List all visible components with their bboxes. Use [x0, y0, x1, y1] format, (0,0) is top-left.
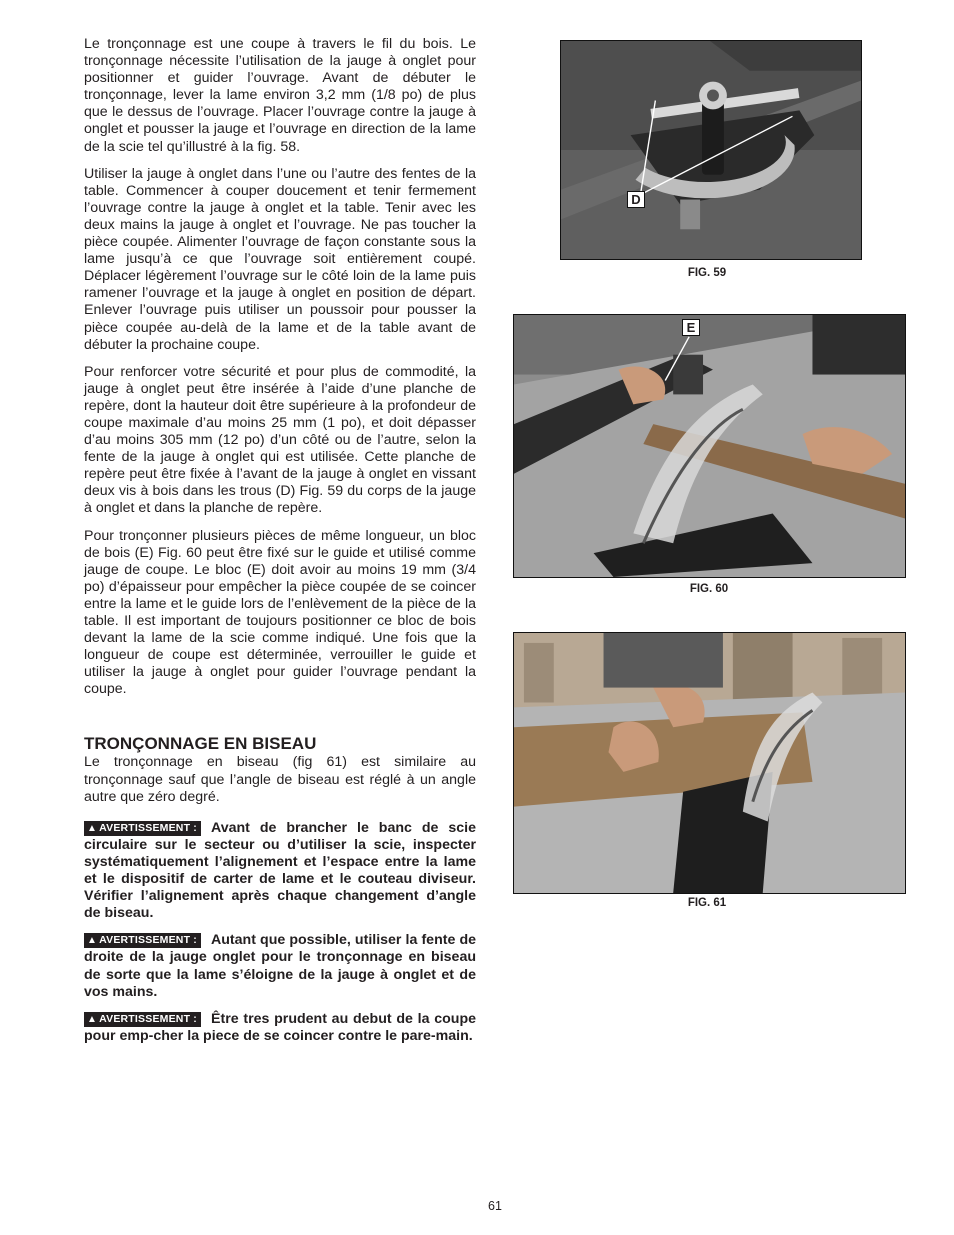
text-column: [84, 36, 476, 1055]
figure-59-callout-d: D: [627, 191, 645, 208]
section-intro: Le tronçonnage en biseau (fig 61) est similaire au tronçonnage sauf que l’angle de biseau est réglé à un angle autre que zéro degré.: [84, 754, 476, 805]
paragraph-miter-gauge-use: Utiliser la jauge à onglet dans l’une ou l’autre des fentes de la table. Commencer à couper doucement et tenir fermement l’ouvrage contre la jauge à onglet et la table. Tenir avec les deux mains la jauge à onglet et l’ouvrage. Ne pas toucher la pièce coupée. Alimenter l’ouvrage de façon constante sous la lame jusqu’à ce que l’ouvrage soit entièrement coupé. Déplacer légèrement l’ouvrage sur le côté loin de la lame puis ramener l’ouvrage et la jauge à onglet en position de départ. Enlever l’ouvrage puis utiliser un poussoir pour pousser la pièce coupée au-delà de la lame et de la table avant de débuter la prochaine coupe.: [84, 165, 476, 353]
figure-61-photo: [513, 632, 906, 894]
figure-59-photo: [560, 40, 862, 260]
figure-60-caption: FIG. 60: [689, 583, 729, 595]
warning-1: [84, 820, 476, 923]
warning-2-text: Autant que possible, utiliser la fente de droite de la jauge onglet pour le tronçonnage en biseau de sorte que la lame s’éloigne de la jauge à onglet et de vos mains.: [84, 932, 476, 1000]
warning-1-text: Avant de brancher le banc de scie circulaire sur le secteur ou d’utiliser la scie, inspecter systématiquement l’alignement et l’espace entre la lame et le dispositif de carter de lame et le couteau diviseur. Vérifier l’alignement après chaque changement d’angle de biseau.: [84, 819, 476, 922]
paragraph-crosscut-intro: Le tronçonnage est une coupe à travers le fil du bois. Le tronçonnage nécessite l’utilisation de la jauge à onglet pour positionner et guider l’ouvrage. Avant de débuter le tronçonnage, lever la lame environ 3,2 mm (1/8 po) de plus que le dessus de l’ouvrage. Placer l’ouvrage contre la jauge à onglet et pousser la jauge et l’ouvrage en direction de la lame de la scie tel qu’illustré à la fig. 58.: [84, 36, 476, 155]
figure-60-callout-e: E: [682, 319, 700, 336]
paragraph-stop-block: Pour tronçonner plusieurs pièces de même longueur, un bloc de bois (E) Fig. 60 peut être fixé sur le guide et utilisé comme jauge de coupe. Le bloc (E) doit avoir au moins 19 mm (3/4 po) d’épaisseur pour empêcher la pièce coupée de se coincer entre la lame et le guide lors de l’enlèvement de la pièce de la table. Il est important de toujours positionner ce bloc de bois devant la lame de la scie comme indiqué. Une fois que la longueur de coupe est déterminée, verrouiller le guide et utiliser la jauge à onglet pour guider l’ouvrage pendant la coupe.: [84, 527, 476, 698]
warning-triangle-icon: ▲: [87, 1013, 98, 1025]
figure-61-caption: FIG. 61: [687, 897, 727, 909]
warning-2: [84, 932, 476, 1000]
section-title: TRONÇONNAGE EN BISEAU: [84, 734, 317, 754]
warning-triangle-icon: ▲: [87, 822, 98, 834]
warning-badge: ▲ AVERTISSEMENT :: [84, 933, 201, 948]
figure-59-caption: FIG. 59: [687, 267, 727, 279]
warning-3-text: Être tres prudent au debut de la coupe pour emp-cher la piece de se coincer contre le pare-main.: [84, 1010, 476, 1044]
page-number: 61: [488, 1199, 502, 1213]
warning-3: [84, 1011, 476, 1045]
warning-triangle-icon: ▲: [87, 935, 98, 947]
paragraph-auxiliary-fence: Pour renforcer votre sécurité et pour plus de commodité, la jauge à onglet peut être insérée à l’aide d’une planche de repère, dont la hauteur doit être supérieure à la profondeur de coupe maximale d’au moins 25 mm (1 po), et doit dépasser d’au moins 305 mm (12 po) d’un côté ou de l’autre, selon la fente de la jauge à onglet qui est utilisée. Cette planche de repère peut être fixée à l’avant de la jauge à onglet en vissant deux vis à bois dans les trous (D) Fig. 59 du corps de la jauge à onglet et dans la planche de repère.: [84, 363, 476, 517]
figure-60-photo: [513, 314, 906, 578]
warning-badge: ▲ AVERTISSEMENT :: [84, 1012, 201, 1027]
warning-badge: ▲ AVERTISSEMENT :: [84, 821, 201, 836]
